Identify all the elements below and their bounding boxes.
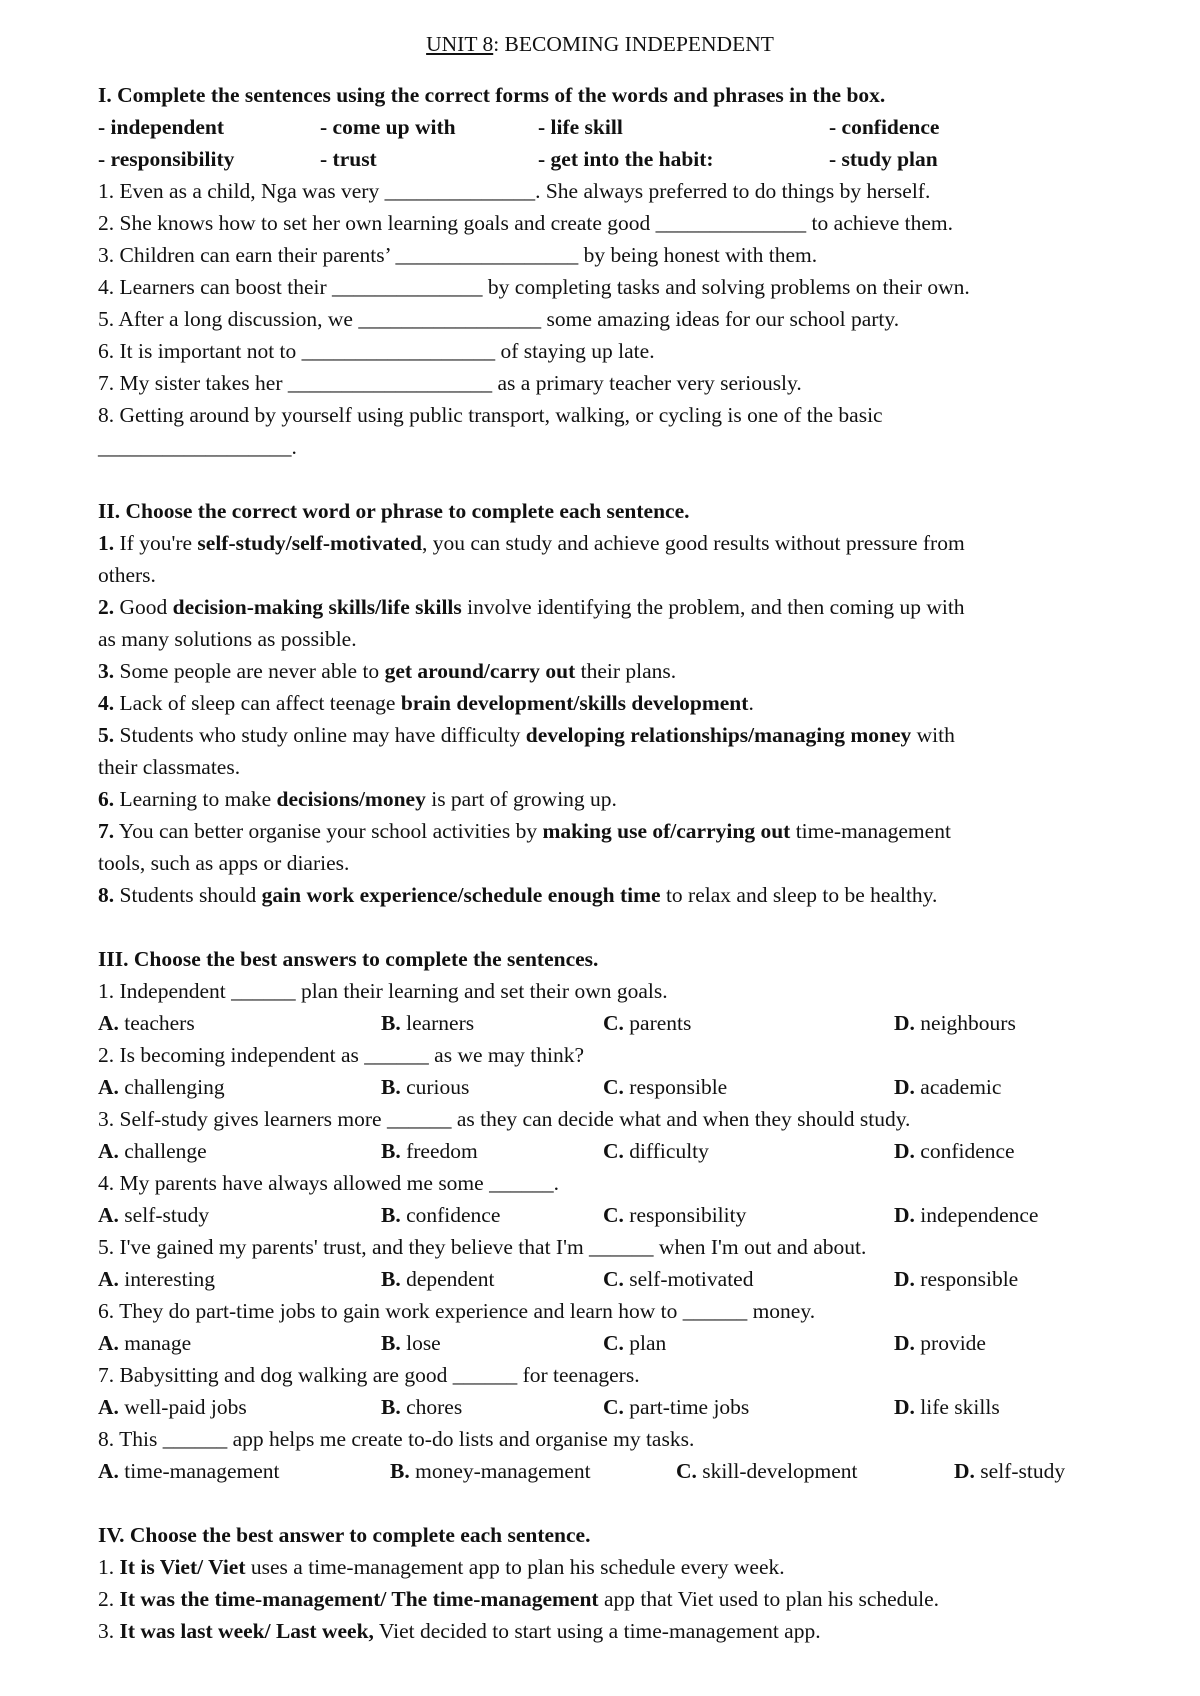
mc-option: A. interesting <box>98 1267 216 1291</box>
choice-item <box>98 529 1138 557</box>
mc-question: 3. Self-study gives learners more ______ as they can decide what and when they should study. <box>98 1107 911 1131</box>
word-box-item: - trust <box>320 147 377 171</box>
fill-sentence: 1. Even as a child, Nga was very ______________. She always preferred to do things by herself. <box>98 179 931 203</box>
choice-item <box>98 657 1138 685</box>
page-title <box>0 30 1200 58</box>
section-1-heading: I. Complete the sentences using the correct forms of the words and phrases in the box. <box>98 83 886 107</box>
mc-option: B. money-management <box>390 1459 591 1483</box>
choice-options: brain development/skills development <box>400 691 749 715</box>
item-text: Good <box>114 595 173 619</box>
mc-option: A. well-paid jobs <box>98 1395 247 1419</box>
mc-option: D. responsible <box>894 1267 1019 1291</box>
mc-option: C. responsibility <box>603 1203 747 1227</box>
item-text: Some people are never able to <box>114 659 385 683</box>
word-box-item: - independent <box>98 115 225 139</box>
fill-sentence: 5. After a long discussion, we _________________ some amazing ideas for our school party. <box>98 307 900 331</box>
mc-option: C. part-time jobs <box>603 1395 750 1419</box>
mc-option: C. self-motivated <box>603 1267 754 1291</box>
fill-sentence: 4. Learners can boost their ______________ by completing tasks and solving problems on their own. <box>98 275 970 299</box>
mc-option: C. parents <box>603 1011 692 1035</box>
mc-option: C. plan <box>603 1331 667 1355</box>
mc-options <box>98 1265 1138 1293</box>
mc-question: 6. They do part-time jobs to gain work experience and learn how to ______ money. <box>98 1299 816 1323</box>
mc-option: A. time-management <box>98 1459 280 1483</box>
item-text: Learning to make <box>114 787 277 811</box>
choice-item <box>98 881 1138 909</box>
mc-question: 8. This ______ app helps me create to-do lists and organise my tasks. <box>98 1427 695 1451</box>
item-number: 1. <box>98 1555 120 1579</box>
word-box-row-1 <box>98 113 1138 141</box>
section-2-heading: II. Choose the correct word or phrase to complete each sentence. <box>98 499 690 523</box>
section-3-heading: III. Choose the best answers to complete the sentences. <box>98 947 599 971</box>
mc-option: D. academic <box>894 1075 1002 1099</box>
choice-options: making use of/carrying out <box>542 819 791 843</box>
item-text: Viet decided to start using a time-management app. <box>373 1619 821 1643</box>
word-box-item: - responsibility <box>98 147 235 171</box>
mc-option: D. provide <box>894 1331 986 1355</box>
choice-options: It was last week/ Last week, <box>119 1619 374 1643</box>
mc-option: B. freedom <box>381 1139 478 1163</box>
choice-item <box>98 817 1138 845</box>
choice-options: get around/carry out <box>384 659 576 683</box>
mc-option: A. challenging <box>98 1075 225 1099</box>
choice-item-continuation: as many solutions as possible. <box>98 627 357 651</box>
mc-option: B. lose <box>381 1331 441 1355</box>
word-box-item: - get into the habit: <box>538 147 714 171</box>
choice-item <box>98 1553 1138 1581</box>
item-number: 5. <box>98 723 115 747</box>
mc-option: D. self-study <box>954 1459 1066 1483</box>
mc-option: D. life skills <box>894 1395 1000 1419</box>
mc-question: 5. I've gained my parents' trust, and they believe that I'm ______ when I'm out and about. <box>98 1235 867 1259</box>
choice-item <box>98 785 1138 813</box>
choice-item <box>98 1617 1138 1645</box>
mc-question: 7. Babysitting and dog walking are good ______ for teenagers. <box>98 1363 640 1387</box>
word-box-item: - study plan <box>829 147 938 171</box>
choice-item-continuation: their classmates. <box>98 755 241 779</box>
choice-item <box>98 593 1138 621</box>
mc-question: 1. Independent ______ plan their learning and set their own goals. <box>98 979 668 1003</box>
item-number: 4. <box>98 691 115 715</box>
mc-option: A. self-study <box>98 1203 210 1227</box>
item-number: 2. <box>98 595 115 619</box>
choice-options: decision-making skills/life skills <box>172 595 462 619</box>
choice-item-continuation: others. <box>98 563 156 587</box>
mc-options <box>98 1329 1138 1357</box>
mc-option: B. learners <box>381 1011 475 1035</box>
mc-options <box>98 1201 1138 1229</box>
item-text: their plans. <box>575 659 677 683</box>
item-text: Lack of sleep can affect teenage <box>114 691 401 715</box>
choice-options: It was the time-management/ The time-management <box>119 1587 599 1611</box>
item-text: involve identifying the problem, and then coming up with <box>461 595 965 619</box>
mc-option: C. difficulty <box>603 1139 709 1163</box>
item-text: uses a time-management app to plan his schedule every week. <box>245 1555 785 1579</box>
mc-options <box>98 1457 1138 1485</box>
fill-sentence: 7. My sister takes her ___________________ as a primary teacher very seriously. <box>98 371 802 395</box>
mc-options <box>98 1393 1138 1421</box>
section-4-heading: IV. Choose the best answer to complete each sentence. <box>98 1523 591 1547</box>
item-text: is part of growing up. <box>425 787 617 811</box>
mc-options <box>98 1009 1138 1037</box>
word-box-row-2 <box>98 145 1138 173</box>
mc-option: D. neighbours <box>894 1011 1016 1035</box>
item-text: Students should <box>114 883 262 907</box>
item-text: You can better organise your school activities by <box>114 819 543 843</box>
item-number: 3. <box>98 1619 120 1643</box>
item-text: app that Viet used to plan his schedule. <box>598 1587 940 1611</box>
choice-item <box>98 721 1138 749</box>
mc-options <box>98 1073 1138 1101</box>
mc-option: A. manage <box>98 1331 192 1355</box>
item-text: with <box>911 723 955 747</box>
choice-item <box>98 689 1138 717</box>
word-box-item: - come up with <box>320 115 456 139</box>
unit-title: : BECOMING INDEPENDENT <box>493 32 774 56</box>
mc-option: B. chores <box>381 1395 463 1419</box>
fill-sentence: 6. It is important not to __________________ of staying up late. <box>98 339 655 363</box>
mc-option: A. teachers <box>98 1011 195 1035</box>
mc-option: B. dependent <box>381 1267 495 1291</box>
mc-question: 2. Is becoming independent as ______ as we may think? <box>98 1043 585 1067</box>
choice-options: decisions/money <box>276 787 426 811</box>
item-text: If you're <box>114 531 198 555</box>
mc-option: D. independence <box>894 1203 1039 1227</box>
word-box-item: - life skill <box>538 115 623 139</box>
item-text: time-management <box>790 819 951 843</box>
mc-option: A. challenge <box>98 1139 207 1163</box>
mc-option: B. curious <box>381 1075 470 1099</box>
item-text: to relax and sleep to be healthy. <box>660 883 938 907</box>
fill-sentence: 2. She knows how to set her own learning goals and create good ______________ to achieve them. <box>98 211 954 235</box>
mc-option: C. responsible <box>603 1075 728 1099</box>
item-text: . <box>748 691 754 715</box>
item-number: 7. <box>98 819 115 843</box>
item-number: 1. <box>98 531 115 555</box>
choice-options: gain work experience/schedule enough time <box>261 883 661 907</box>
choice-item <box>98 1585 1138 1613</box>
item-number: 6. <box>98 787 115 811</box>
word-box-item: - confidence <box>829 115 940 139</box>
choice-options: self-study/self-motivated <box>197 531 422 555</box>
mc-option: D. confidence <box>894 1139 1015 1163</box>
item-number: 2. <box>98 1587 120 1611</box>
mc-option: C. skill-development <box>676 1459 858 1483</box>
mc-question: 4. My parents have always allowed me some ______. <box>98 1171 559 1195</box>
mc-options <box>98 1137 1138 1165</box>
choice-options: It is Viet/ Viet <box>119 1555 246 1579</box>
item-text: Students who study online may have difficulty <box>114 723 526 747</box>
fill-sentence-continuation: __________________. <box>98 435 297 459</box>
fill-sentence: 8. Getting around by yourself using public transport, walking, or cycling is one of the basic <box>98 403 883 427</box>
unit-label: UNIT 8 <box>426 32 494 56</box>
item-number: 8. <box>98 883 115 907</box>
choice-options: developing relationships/managing money <box>525 723 912 747</box>
choice-item-continuation: tools, such as apps or diaries. <box>98 851 350 875</box>
item-text: , you can study and achieve good results without pressure from <box>421 531 965 555</box>
fill-sentence: 3. Children can earn their parents’ _________________ by being honest with them. <box>98 243 818 267</box>
item-number: 3. <box>98 659 115 683</box>
mc-option: B. confidence <box>381 1203 501 1227</box>
